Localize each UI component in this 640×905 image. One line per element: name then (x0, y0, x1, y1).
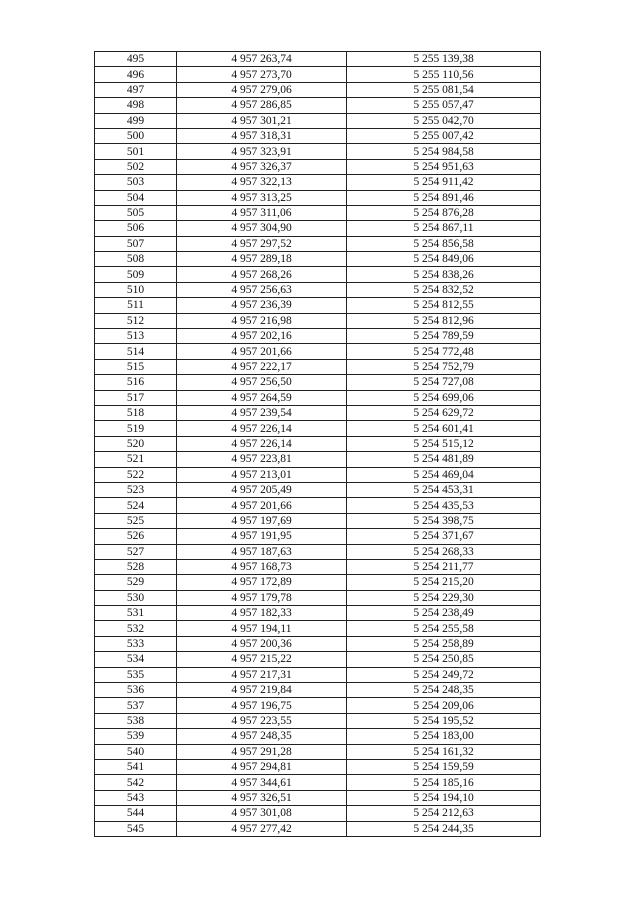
table-row (95, 128, 541, 143)
y-coordinate-cell: 5 255 110,56 (347, 67, 541, 82)
x-coordinate-cell: 4 957 172,89 (177, 575, 347, 590)
table-row (95, 544, 541, 559)
x-coordinate-cell: 4 957 213,01 (177, 467, 347, 482)
y-coordinate-cell: 5 254 699,06 (347, 390, 541, 405)
y-coordinate-cell: 5 254 812,55 (347, 298, 541, 313)
point-number-cell: 504 (95, 190, 177, 205)
y-coordinate-cell: 5 254 238,49 (347, 606, 541, 621)
y-coordinate-cell: 5 254 159,59 (347, 759, 541, 774)
table-row (95, 313, 541, 328)
x-coordinate-cell: 4 957 277,42 (177, 821, 347, 836)
table-row (95, 759, 541, 774)
y-coordinate-cell: 5 254 789,59 (347, 329, 541, 344)
table-row (95, 606, 541, 621)
y-coordinate-cell: 5 254 229,30 (347, 590, 541, 605)
point-number-cell: 524 (95, 498, 177, 513)
point-number-cell: 543 (95, 790, 177, 805)
point-number-cell: 536 (95, 683, 177, 698)
x-coordinate-cell: 4 957 294,81 (177, 759, 347, 774)
point-number-cell: 541 (95, 759, 177, 774)
table-row (95, 113, 541, 128)
point-number-cell: 530 (95, 590, 177, 605)
table-row (95, 359, 541, 374)
x-coordinate-cell: 4 957 273,70 (177, 67, 347, 82)
y-coordinate-cell: 5 255 007,42 (347, 128, 541, 143)
x-coordinate-cell: 4 957 201,66 (177, 498, 347, 513)
x-coordinate-cell: 4 957 344,61 (177, 775, 347, 790)
table-row (95, 175, 541, 190)
y-coordinate-cell: 5 254 212,63 (347, 806, 541, 821)
x-coordinate-cell: 4 957 219,84 (177, 683, 347, 698)
x-coordinate-cell: 4 957 313,25 (177, 190, 347, 205)
point-number-cell: 496 (95, 67, 177, 82)
table-row (95, 405, 541, 420)
table-row (95, 713, 541, 728)
y-coordinate-cell: 5 254 185,16 (347, 775, 541, 790)
y-coordinate-cell: 5 254 832,52 (347, 282, 541, 297)
table-row (95, 621, 541, 636)
x-coordinate-cell: 4 957 256,50 (177, 375, 347, 390)
point-number-cell: 510 (95, 282, 177, 297)
y-coordinate-cell: 5 254 209,06 (347, 698, 541, 713)
x-coordinate-cell: 4 957 223,55 (177, 713, 347, 728)
x-coordinate-cell: 4 957 268,26 (177, 267, 347, 282)
y-coordinate-cell: 5 254 398,75 (347, 513, 541, 528)
y-coordinate-cell: 5 254 629,72 (347, 405, 541, 420)
point-number-cell: 497 (95, 82, 177, 97)
x-coordinate-cell: 4 957 202,16 (177, 329, 347, 344)
point-number-cell: 503 (95, 175, 177, 190)
y-coordinate-cell: 5 255 081,54 (347, 82, 541, 97)
table-row (95, 729, 541, 744)
x-coordinate-cell: 4 957 226,14 (177, 421, 347, 436)
point-number-cell: 533 (95, 636, 177, 651)
y-coordinate-cell: 5 254 249,72 (347, 667, 541, 682)
x-coordinate-cell: 4 957 194,11 (177, 621, 347, 636)
point-number-cell: 512 (95, 313, 177, 328)
y-coordinate-cell: 5 254 812,96 (347, 313, 541, 328)
point-number-cell: 513 (95, 329, 177, 344)
y-coordinate-cell: 5 254 211,77 (347, 559, 541, 574)
point-number-cell: 523 (95, 482, 177, 497)
point-number-cell: 539 (95, 729, 177, 744)
point-number-cell: 500 (95, 128, 177, 143)
y-coordinate-cell: 5 254 849,06 (347, 252, 541, 267)
point-number-cell: 528 (95, 559, 177, 574)
point-number-cell: 535 (95, 667, 177, 682)
y-coordinate-cell: 5 255 057,47 (347, 98, 541, 113)
x-coordinate-cell: 4 957 182,33 (177, 606, 347, 621)
point-number-cell: 515 (95, 359, 177, 374)
y-coordinate-cell: 5 254 258,89 (347, 636, 541, 651)
table-row (95, 559, 541, 574)
table-row (95, 144, 541, 159)
y-coordinate-cell: 5 254 752,79 (347, 359, 541, 374)
point-number-cell: 537 (95, 698, 177, 713)
table-row (95, 775, 541, 790)
y-coordinate-cell: 5 254 195,52 (347, 713, 541, 728)
table-row (95, 806, 541, 821)
point-number-cell: 529 (95, 575, 177, 590)
table-row (95, 529, 541, 544)
table-row (95, 205, 541, 220)
point-number-cell: 544 (95, 806, 177, 821)
y-coordinate-cell: 5 254 481,89 (347, 452, 541, 467)
point-number-cell: 532 (95, 621, 177, 636)
table-row (95, 282, 541, 297)
point-number-cell: 514 (95, 344, 177, 359)
table-row (95, 590, 541, 605)
table-row (95, 190, 541, 205)
x-coordinate-cell: 4 957 304,90 (177, 221, 347, 236)
point-number-cell: 525 (95, 513, 177, 528)
point-number-cell: 545 (95, 821, 177, 836)
x-coordinate-cell: 4 957 291,28 (177, 744, 347, 759)
table-row (95, 390, 541, 405)
y-coordinate-cell: 5 255 139,38 (347, 52, 541, 67)
point-number-cell: 505 (95, 205, 177, 220)
x-coordinate-cell: 4 957 236,39 (177, 298, 347, 313)
table-row (95, 421, 541, 436)
x-coordinate-cell: 4 957 168,73 (177, 559, 347, 574)
point-number-cell: 511 (95, 298, 177, 313)
table-row (95, 452, 541, 467)
x-coordinate-cell: 4 957 226,14 (177, 436, 347, 451)
table-row (95, 82, 541, 97)
table-row (95, 683, 541, 698)
table-row (95, 498, 541, 513)
point-number-cell: 498 (95, 98, 177, 113)
table-row (95, 698, 541, 713)
point-number-cell: 526 (95, 529, 177, 544)
x-coordinate-cell: 4 957 301,08 (177, 806, 347, 821)
point-number-cell: 495 (95, 52, 177, 67)
table-row (95, 744, 541, 759)
x-coordinate-cell: 4 957 326,51 (177, 790, 347, 805)
point-number-cell: 499 (95, 113, 177, 128)
x-coordinate-cell: 4 957 322,13 (177, 175, 347, 190)
point-number-cell: 508 (95, 252, 177, 267)
x-coordinate-cell: 4 957 200,36 (177, 636, 347, 651)
y-coordinate-cell: 5 254 601,41 (347, 421, 541, 436)
x-coordinate-cell: 4 957 201,66 (177, 344, 347, 359)
table-row (95, 636, 541, 651)
point-number-cell: 540 (95, 744, 177, 759)
coordinates-table-body (95, 52, 541, 837)
x-coordinate-cell: 4 957 215,22 (177, 652, 347, 667)
x-coordinate-cell: 4 957 216,98 (177, 313, 347, 328)
y-coordinate-cell: 5 254 268,33 (347, 544, 541, 559)
table-row (95, 298, 541, 313)
point-number-cell: 509 (95, 267, 177, 282)
table-row (95, 482, 541, 497)
x-coordinate-cell: 4 957 279,06 (177, 82, 347, 97)
table-row (95, 98, 541, 113)
point-number-cell: 517 (95, 390, 177, 405)
table-row (95, 790, 541, 805)
x-coordinate-cell: 4 957 191,95 (177, 529, 347, 544)
x-coordinate-cell: 4 957 179,78 (177, 590, 347, 605)
point-number-cell: 516 (95, 375, 177, 390)
x-coordinate-cell: 4 957 264,59 (177, 390, 347, 405)
y-coordinate-cell: 5 254 215,20 (347, 575, 541, 590)
table-row (95, 221, 541, 236)
table-row (95, 67, 541, 82)
coordinates-table (94, 51, 541, 837)
x-coordinate-cell: 4 957 248,35 (177, 729, 347, 744)
point-number-cell: 506 (95, 221, 177, 236)
y-coordinate-cell: 5 254 727,08 (347, 375, 541, 390)
point-number-cell: 502 (95, 159, 177, 174)
y-coordinate-cell: 5 254 183,00 (347, 729, 541, 744)
y-coordinate-cell: 5 254 453,31 (347, 482, 541, 497)
y-coordinate-cell: 5 254 255,58 (347, 621, 541, 636)
x-coordinate-cell: 4 957 323,91 (177, 144, 347, 159)
point-number-cell: 521 (95, 452, 177, 467)
y-coordinate-cell: 5 254 772,48 (347, 344, 541, 359)
point-number-cell: 520 (95, 436, 177, 451)
table-row (95, 52, 541, 67)
x-coordinate-cell: 4 957 286,85 (177, 98, 347, 113)
y-coordinate-cell: 5 255 042,70 (347, 113, 541, 128)
y-coordinate-cell: 5 254 469,04 (347, 467, 541, 482)
table-row (95, 667, 541, 682)
x-coordinate-cell: 4 957 197,69 (177, 513, 347, 528)
point-number-cell: 527 (95, 544, 177, 559)
table-row (95, 252, 541, 267)
x-coordinate-cell: 4 957 318,31 (177, 128, 347, 143)
point-number-cell: 538 (95, 713, 177, 728)
y-coordinate-cell: 5 254 244,35 (347, 821, 541, 836)
point-number-cell: 518 (95, 405, 177, 420)
y-coordinate-cell: 5 254 867,11 (347, 221, 541, 236)
point-number-cell: 534 (95, 652, 177, 667)
x-coordinate-cell: 4 957 196,75 (177, 698, 347, 713)
y-coordinate-cell: 5 254 194,10 (347, 790, 541, 805)
x-coordinate-cell: 4 957 263,74 (177, 52, 347, 67)
y-coordinate-cell: 5 254 911,42 (347, 175, 541, 190)
point-number-cell: 531 (95, 606, 177, 621)
table-row (95, 467, 541, 482)
y-coordinate-cell: 5 254 161,32 (347, 744, 541, 759)
y-coordinate-cell: 5 254 515,12 (347, 436, 541, 451)
x-coordinate-cell: 4 957 301,21 (177, 113, 347, 128)
y-coordinate-cell: 5 254 984,58 (347, 144, 541, 159)
table-row (95, 344, 541, 359)
y-coordinate-cell: 5 254 248,35 (347, 683, 541, 698)
y-coordinate-cell: 5 254 876,28 (347, 205, 541, 220)
x-coordinate-cell: 4 957 256,63 (177, 282, 347, 297)
table-row (95, 821, 541, 836)
x-coordinate-cell: 4 957 289,18 (177, 252, 347, 267)
point-number-cell: 519 (95, 421, 177, 436)
y-coordinate-cell: 5 254 435,53 (347, 498, 541, 513)
table-row (95, 267, 541, 282)
x-coordinate-cell: 4 957 223,81 (177, 452, 347, 467)
table-row (95, 236, 541, 251)
point-number-cell: 522 (95, 467, 177, 482)
x-coordinate-cell: 4 957 326,37 (177, 159, 347, 174)
x-coordinate-cell: 4 957 187,63 (177, 544, 347, 559)
table-row (95, 575, 541, 590)
y-coordinate-cell: 5 254 856,58 (347, 236, 541, 251)
y-coordinate-cell: 5 254 250,85 (347, 652, 541, 667)
x-coordinate-cell: 4 957 222,17 (177, 359, 347, 374)
point-number-cell: 542 (95, 775, 177, 790)
table-row (95, 513, 541, 528)
table-row (95, 436, 541, 451)
y-coordinate-cell: 5 254 951,63 (347, 159, 541, 174)
y-coordinate-cell: 5 254 371,67 (347, 529, 541, 544)
table-row (95, 329, 541, 344)
x-coordinate-cell: 4 957 311,06 (177, 205, 347, 220)
point-number-cell: 507 (95, 236, 177, 251)
y-coordinate-cell: 5 254 838,26 (347, 267, 541, 282)
table-row (95, 652, 541, 667)
point-number-cell: 501 (95, 144, 177, 159)
table-row (95, 375, 541, 390)
x-coordinate-cell: 4 957 239,54 (177, 405, 347, 420)
x-coordinate-cell: 4 957 217,31 (177, 667, 347, 682)
x-coordinate-cell: 4 957 205,49 (177, 482, 347, 497)
table-row (95, 159, 541, 174)
y-coordinate-cell: 5 254 891,46 (347, 190, 541, 205)
x-coordinate-cell: 4 957 297,52 (177, 236, 347, 251)
